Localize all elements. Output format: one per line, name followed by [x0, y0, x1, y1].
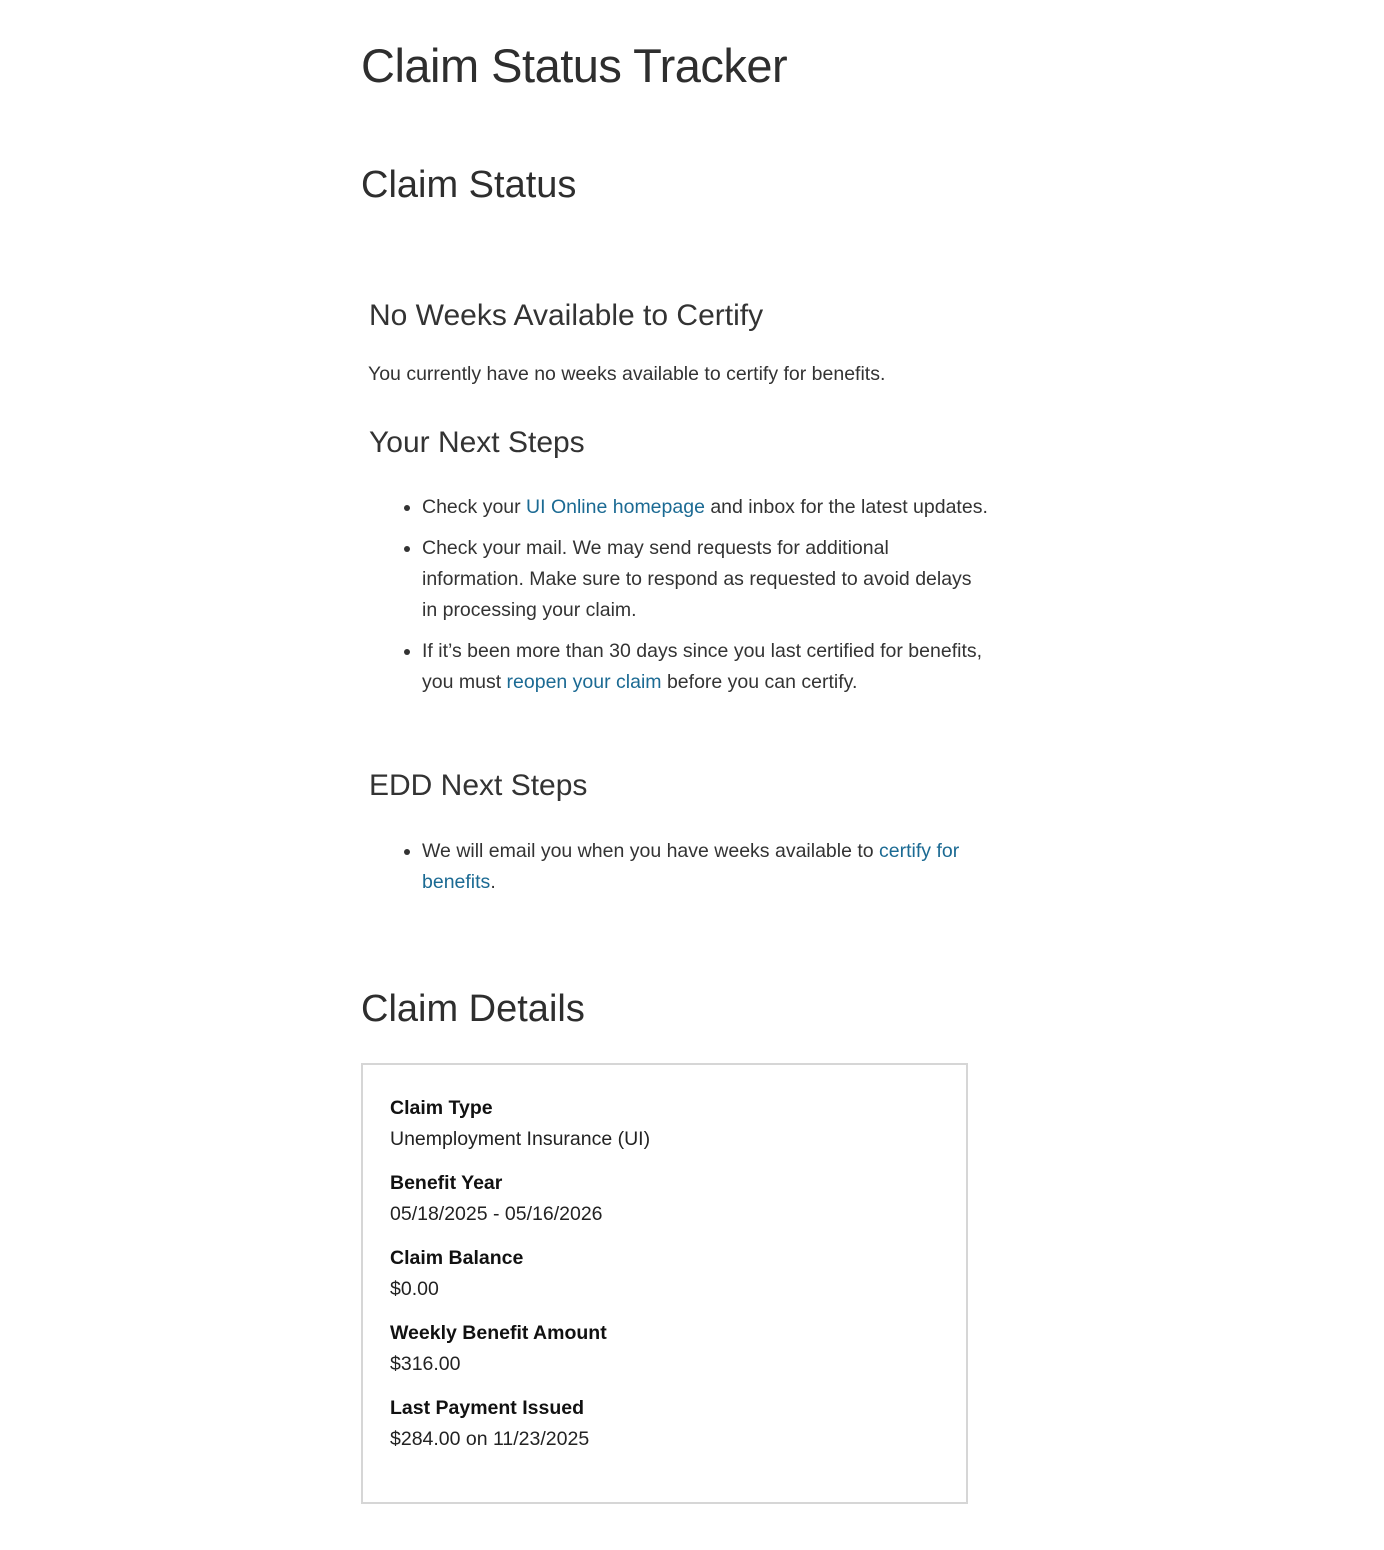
detail-label: Claim Type [390, 1097, 493, 1119]
claim-balance-detail [390, 1243, 650, 1305]
step-text: Check your [422, 496, 527, 518]
ui-online-homepage-link[interactable]: UI Online homepage [526, 496, 705, 518]
detail-value: $0.00 [390, 1278, 439, 1300]
detail-value: 05/18/2025 - 05/16/2026 [390, 1203, 603, 1225]
your-next-steps-heading: Your Next Steps [369, 426, 585, 459]
list-item [422, 636, 992, 698]
your-next-steps-list [396, 492, 992, 708]
step-text: and inbox for the latest updates. [704, 496, 988, 518]
status-text: You currently have no weeks available to certify for benefits. [368, 363, 886, 385]
step-text: If it’s been more than 30 days since you last certified for benefits, you must [422, 640, 983, 693]
page-title: Claim Status Tracker [361, 39, 788, 92]
list-item [422, 533, 992, 626]
claim-details-heading: Claim Details [361, 988, 585, 1030]
detail-label: Claim Balance [390, 1247, 524, 1269]
detail-label: Weekly Benefit Amount [390, 1322, 607, 1344]
detail-value: $316.00 [390, 1353, 461, 1375]
step-text: We will email you when you have weeks available to [422, 840, 880, 862]
status-heading: No Weeks Available to Certify [369, 299, 764, 332]
detail-value: $284.00 on 11/23/2025 [390, 1428, 590, 1450]
claim-details-card [361, 1063, 968, 1504]
edd-next-steps-list [396, 836, 992, 908]
last-payment-issued-detail [390, 1393, 650, 1455]
step-text: Check your mail. We may send requests for additional information. Make sure to respond as requested to avoid delays in processing your claim. [422, 537, 972, 621]
step-text: before you can certify. [661, 671, 858, 693]
benefit-year-detail [390, 1168, 650, 1230]
claim-type-detail [390, 1093, 650, 1155]
detail-label: Last Payment Issued [390, 1397, 584, 1419]
detail-value: Unemployment Insurance (UI) [390, 1128, 651, 1150]
weekly-benefit-amount-detail [390, 1318, 650, 1380]
reopen-claim-link[interactable]: reopen your claim [506, 671, 662, 693]
edd-next-steps-heading: EDD Next Steps [369, 769, 588, 802]
step-text: . [490, 871, 496, 893]
list-item [422, 492, 992, 523]
detail-label: Benefit Year [390, 1172, 503, 1194]
certify-for-benefits-link[interactable]: certify for benefits [422, 840, 960, 893]
claim-details-list [390, 1093, 650, 1468]
claim-status-heading: Claim Status [361, 164, 577, 206]
list-item [422, 836, 992, 898]
